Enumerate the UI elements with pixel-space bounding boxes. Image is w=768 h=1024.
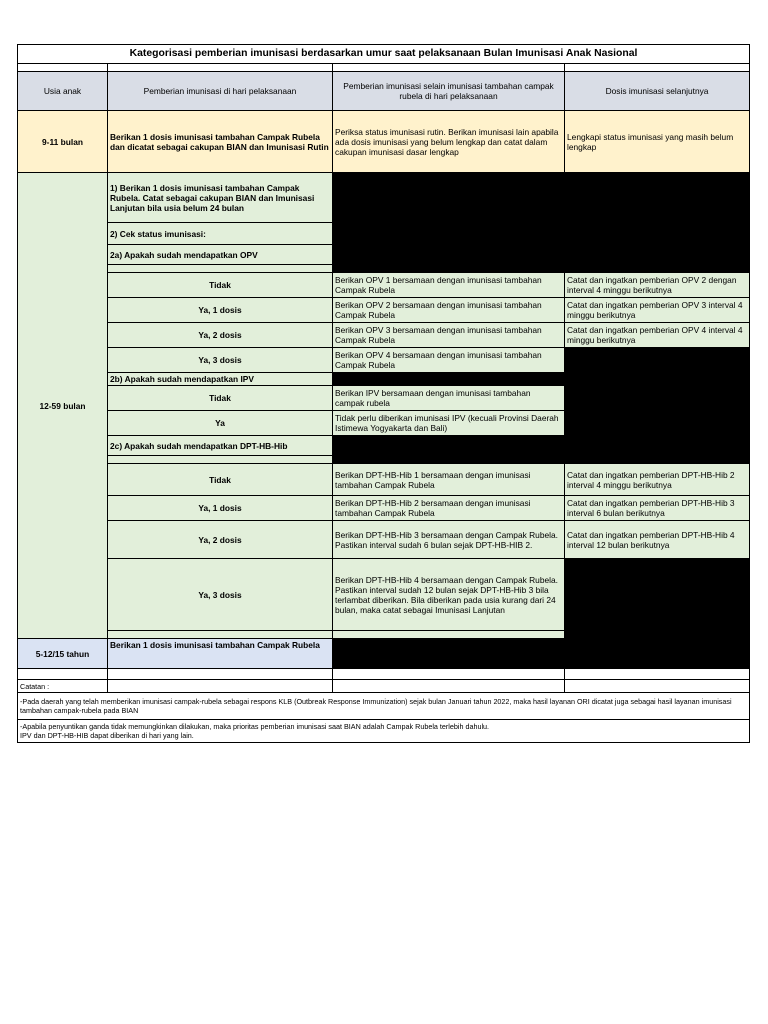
blacked-out-area xyxy=(565,559,750,631)
immunization-table xyxy=(17,44,750,743)
table-row xyxy=(18,464,750,496)
table-row xyxy=(18,521,750,559)
dpt-other: Berikan DPT-HB-Hib 2 bersamaan dengan imunisasi tambahan Campak Rubela xyxy=(333,496,565,521)
opv-other: Berikan OPV 2 bersamaan dengan imunisasi tambahan Campak Rubela xyxy=(333,298,565,323)
age-12-59: 12-59 bulan xyxy=(18,173,108,639)
opv-next: Catat dan ingatkan pemberian OPV 2 dengan interval 4 minggu berikutnya xyxy=(565,273,750,298)
row-5-15 xyxy=(18,639,750,669)
dpt-answer: Tidak xyxy=(108,464,333,496)
blacked-out-area xyxy=(333,639,750,669)
dpt-other: Berikan DPT-HB-Hib 1 bersamaan dengan imunisasi tambahan Campak Rubela xyxy=(333,464,565,496)
ipv-answer: Ya xyxy=(108,411,333,436)
dpt-answer: Ya, 3 dosis xyxy=(108,559,333,631)
ipv-other: Tidak perlu diberikan imunisasi IPV (kecuali Provinsi Daerah Istimewa Yogyakarta dan Bali) xyxy=(333,411,565,436)
row-9-11 xyxy=(18,111,750,173)
dpt-next: Catat dan ingatkan pemberian DPT-HB-Hib 3 interval 6 bulan berikutnya xyxy=(565,496,750,521)
table-row xyxy=(18,348,750,373)
ipv-answer: Tidak xyxy=(108,386,333,411)
opv-other: Berikan OPV 3 bersamaan dengan imunisasi tambahan Campak Rubela xyxy=(333,323,565,348)
notes-label-row xyxy=(18,680,750,693)
opv-other: Berikan OPV 4 bersamaan dengan imunisasi tambahan Campak Rubela xyxy=(333,348,565,373)
header-row xyxy=(18,72,750,111)
header-age: Usia anak xyxy=(18,72,108,111)
blacked-out-area xyxy=(333,436,750,464)
blacked-out-area xyxy=(333,373,565,386)
dpt-answer: Ya, 2 dosis xyxy=(108,521,333,559)
on-day-5-15: Berikan 1 dosis imunisasi tambahan Campak Rubela xyxy=(108,639,333,669)
blacked-out-area xyxy=(333,173,750,273)
header-other: Pemberian imunisasi selain imunisasi tambahan campak rubela di hari pelaksanaan xyxy=(333,72,565,111)
table-title: Kategorisasi pemberian imunisasi berdasarkan umur saat pelaksanaan Bulan Imunisasi Anak Nasional xyxy=(18,45,750,64)
table-row xyxy=(18,273,750,298)
opv-other: Berikan OPV 1 bersamaan dengan imunisasi tambahan Campak Rubela xyxy=(333,273,565,298)
note-row xyxy=(18,720,750,743)
dpt-other: Berikan DPT-HB-Hib 3 bersamaan dengan Campak Rubela. Pastikan interval sudah 6 bulan sejak DPT-HB-HIB 2. xyxy=(333,521,565,559)
dpt-next: Catat dan ingatkan pemberian DPT-HB-Hib 4 interval 12 bulan berikutnya xyxy=(565,521,750,559)
opv-answer: Ya, 3 dosis xyxy=(108,348,333,373)
opv-question: 2a) Apakah sudah mendapatkan OPV xyxy=(108,245,333,265)
note-1: -Pada daerah yang telah memberikan imunisasi campak-rubela sebagai respons KLB (Outbreak Response Immunization) sejak bulan Januari tahun 2022, maka hasil layanan ORI dicatat juga sebagai hasil layanan imunisasi tambahan campak-rubela pada BIAN xyxy=(18,693,750,720)
table-row xyxy=(18,631,750,639)
ipv-other: Berikan IPV bersamaan dengan imunisasi tambahan campak rubela xyxy=(333,386,565,411)
step2-text: 2) Cek status imunisasi: xyxy=(108,223,333,245)
opv-next: Catat dan ingatkan pemberian OPV 4 interval 4 minggu berikutnya xyxy=(565,323,750,348)
table-row xyxy=(18,323,750,348)
ipv-question: 2b) Apakah sudah mendapatkan IPV xyxy=(108,373,333,386)
blacked-out-area xyxy=(565,348,750,436)
step1-text: 1) Berikan 1 dosis imunisasi tambahan Campak Rubela. Catat sebagai cakupan BIAN dan Imunisasi Lanjutan bila usia belum 24 bulan xyxy=(108,173,333,223)
table-row xyxy=(18,298,750,323)
table-row xyxy=(18,436,750,456)
table-row xyxy=(18,173,750,223)
table-row xyxy=(18,496,750,521)
table-row xyxy=(18,559,750,631)
opv-next: Catat dan ingatkan pemberian OPV 3 interval 4 minggu berikutnya xyxy=(565,298,750,323)
note-2 xyxy=(18,720,750,743)
next-9-11: Lengkapi status imunisasi yang masih belum lengkap xyxy=(565,111,750,173)
dpt-other: Berikan DPT-HB-Hib 4 bersamaan dengan Campak Rubela. Pastikan interval sudah 12 bulan sejak DPT-HB-Hib 3 bila terlambat diberikan. Bila diberikan pada usia kurang dari 24 bulan, maka catat sebagai Imunisasi Lanjutan xyxy=(333,559,565,631)
age-5-15: 5-12/15 tahun xyxy=(18,639,108,669)
on-day-9-11: Berikan 1 dosis imunisasi tambahan Campak Rubela dan dicatat sebagai cakupan BIAN dan Imunisasi Rutin xyxy=(108,111,333,173)
notes-label: Catatan : xyxy=(18,680,108,693)
immunization-sheet xyxy=(17,44,749,743)
dpt-answer: Ya, 1 dosis xyxy=(108,496,333,521)
note-2-line-1: -Apabila penyuntikan ganda tidak memungkinkan dilakukan, maka prioritas pemberian imunisasi saat BIAN adalah Campak Rubela terlebih dahulu. xyxy=(20,722,490,731)
other-9-11: Periksa status imunisasi rutin. Berikan imunisasi lain apabila ada dosis imunisasi yang belum lengkap dan catat dalam cakupan imunisasi dasar lengkap xyxy=(333,111,565,173)
opv-answer: Tidak xyxy=(108,273,333,298)
header-next: Dosis imunisasi selanjutnya xyxy=(565,72,750,111)
dpt-question: 2c) Apakah sudah mendapatkan DPT-HB-Hib xyxy=(108,436,333,456)
note-row xyxy=(18,693,750,720)
header-on-day: Pemberian imunisasi di hari pelaksanaan xyxy=(108,72,333,111)
opv-answer: Ya, 2 dosis xyxy=(108,323,333,348)
age-9-11: 9-11 bulan xyxy=(18,111,108,173)
opv-answer: Ya, 1 dosis xyxy=(108,298,333,323)
note-2-line-2: IPV dan DPT-HB-HIB dapat diberikan di hari yang lain. xyxy=(20,731,194,740)
dpt-next: Catat dan ingatkan pemberian DPT-HB-Hib 2 interval 4 minggu berikutnya xyxy=(565,464,750,496)
